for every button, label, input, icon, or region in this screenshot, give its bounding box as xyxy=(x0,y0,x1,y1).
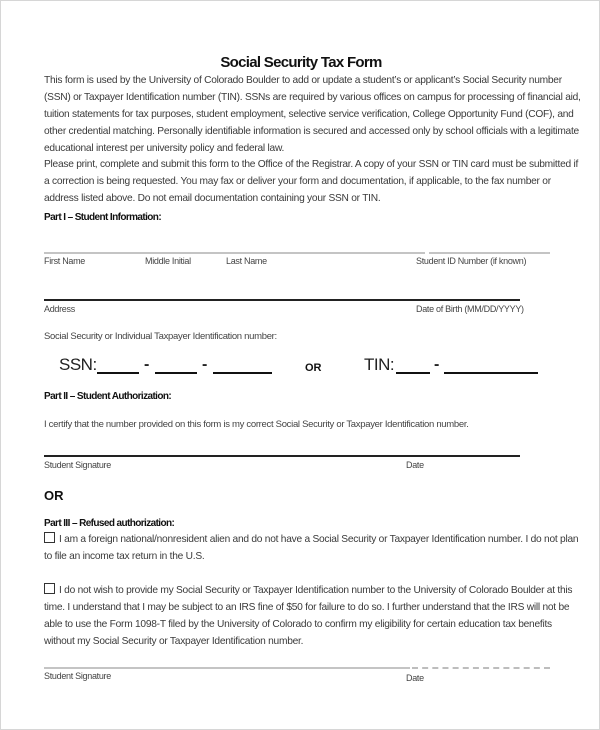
intro-line: educational interest per university policy and federal law. xyxy=(44,143,285,154)
certify-statement: I certify that the number provided on this form is my correct Social Security or Taxpayer Identification number. xyxy=(44,419,469,430)
part2-signature-label: Student Signature xyxy=(44,460,111,470)
option-line: time. I understand that I may be subject to an IRS fine of $50 for failure to do so. I further understand that the IRS will not be xyxy=(44,602,570,613)
option-text: I do not wish to provide my Social Security or Taxpayer Identification number to the University of Colorado Boulder at this xyxy=(59,585,573,596)
part2-signature-line[interactable] xyxy=(44,455,520,457)
refuse-option-foreign xyxy=(44,531,579,565)
intro-line: other credential matching. Personally identifiable information is secured and accessed only by school officials with a legitimate xyxy=(44,126,579,137)
option-line: able to use the Form 1098-T filed by the University of Colorado to confirm my eligibility for certain education tax benefits xyxy=(44,619,552,630)
id-number-prompt: Social Security or Individual Taxpayer Identification number: xyxy=(44,331,277,342)
part3-signature-line[interactable] xyxy=(44,667,410,669)
intro-line: This form is used by the University of Colorado Boulder to add or update a student’s or applicant’s Social Security number xyxy=(44,75,562,86)
part1-heading: Part I – Student Information: xyxy=(44,212,162,223)
ssn-separator: - xyxy=(144,356,150,373)
first-name-label: First Name xyxy=(44,256,86,266)
part2-heading: Part II – Student Authorization: xyxy=(44,391,172,402)
part3-signature-label: Student Signature xyxy=(44,671,111,681)
ssn-label: SSN: xyxy=(59,355,97,374)
instructions-line: address listed above. Do not email documentation containing your SSN or TIN. xyxy=(44,193,381,204)
intro-line: tuition statements for tax purposes, student employment, selective service verification, College Opportunity Fund (COF), and xyxy=(44,109,574,120)
intro-paragraph xyxy=(44,72,581,157)
ssn-separator: - xyxy=(202,356,208,373)
option-text: I am a foreign national/nonresident alien and do not have a Social Security or Taxpayer Identification number. I do not plan xyxy=(59,534,579,545)
instructions-line: a correction is being requested. You may fax or deliver your form and documentation, if applicable, to the fax number or xyxy=(44,176,551,187)
ssn-part3-blank[interactable] xyxy=(213,372,272,374)
address-input-line[interactable] xyxy=(44,299,520,301)
part3-date-line[interactable] xyxy=(412,667,550,669)
tin-part2-blank[interactable] xyxy=(444,372,538,374)
tin-separator: - xyxy=(434,356,440,373)
instructions-paragraph xyxy=(44,156,579,207)
foreign-national-checkbox[interactable] xyxy=(44,532,55,543)
page-title: Social Security Tax Form xyxy=(220,54,382,71)
dob-label: Date of Birth (MM/DD/YYYY) xyxy=(416,304,524,314)
or-divider: OR xyxy=(44,488,64,503)
option-line xyxy=(44,582,573,599)
part2-date-label: Date xyxy=(406,460,424,470)
student-id-input-line[interactable] xyxy=(429,252,550,254)
address-label: Address xyxy=(44,304,75,314)
option-line: to file an income tax return in the U.S. xyxy=(44,551,205,562)
part3-date-label: Date xyxy=(406,673,424,683)
refuse-option-decline xyxy=(44,582,573,650)
tin-label: TIN: xyxy=(364,355,395,374)
ssn-part2-blank[interactable] xyxy=(155,372,197,374)
name-input-line[interactable] xyxy=(44,252,425,254)
middle-initial-label: Middle Initial xyxy=(145,256,191,266)
ssn-tin-or-label: OR xyxy=(305,362,322,374)
intro-line: (SSN) or Taxpayer Identification number (TIN). SSNs are required by various offices on campus for processing of financial aid, xyxy=(44,92,581,103)
student-id-label: Student ID Number (if known) xyxy=(416,256,527,266)
option-line: without my Social Security or Taxpayer Identification number. xyxy=(44,636,304,647)
last-name-label: Last Name xyxy=(226,256,267,266)
option-line xyxy=(44,531,579,548)
tin-part1-blank[interactable] xyxy=(396,372,430,374)
instructions-line: Please print, complete and submit this form to the Office of the Registrar. A copy of your SSN or TIN card must be submitted if xyxy=(44,159,579,170)
part3-heading: Part III – Refused authorization: xyxy=(44,518,175,529)
decline-checkbox[interactable] xyxy=(44,583,55,594)
ssn-part1-blank[interactable] xyxy=(97,372,139,374)
